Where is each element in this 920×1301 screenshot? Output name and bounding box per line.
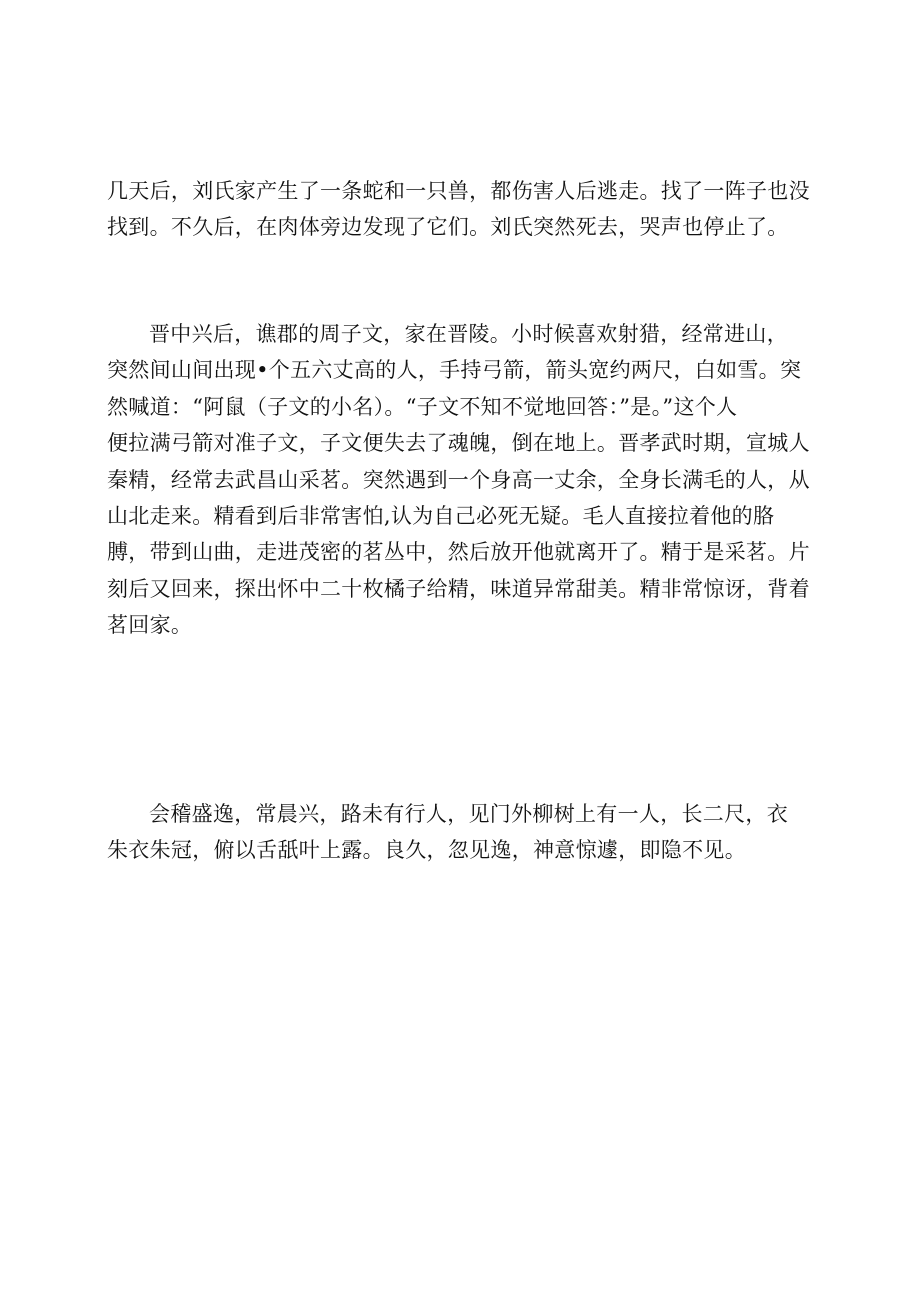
- paragraph-2: [107, 316, 822, 644]
- paragraph-line: 秦精，经常去武昌山采茗。突然遇到一个身高一丈余，全身长满毛的人，从: [107, 467, 810, 492]
- paragraph-line: 刻后又回来，探出怀中二十枚橘子给精，味道异常甜美。精非常惊讶，背着: [107, 576, 810, 601]
- paragraph-line: 然喊道：“阿鼠（子文的小名）。“子文不知不觉地回答：”是。”这个人: [107, 394, 738, 419]
- paragraph-line: 茗回家。: [107, 613, 193, 638]
- paragraph-1: [107, 173, 822, 246]
- paragraph-line: 膊，带到山曲，走进茂密的茗丛中，然后放开他就离开了。精于是采茗。片: [107, 540, 810, 565]
- paragraph-line: 会稽盛逸，常晨兴，路未有行人，见门外柳树上有一人，长二尺，衣: [149, 802, 788, 826]
- paragraph-line: 几天后，刘氏家产生了一条蛇和一只兽，都伤害人后逃走。找了一阵子也没: [107, 179, 810, 203]
- paragraph-3: [107, 796, 822, 869]
- paragraph-line: 山北走来。精看到后非常害怕,认为自己必死无疑。毛人直接拉着他的胳: [107, 503, 775, 528]
- paragraph-line: 晋中兴后，谯郡的周子文，家在晋陵。小时候喜欢射猎，经常进山，: [149, 322, 788, 346]
- paragraph-line: 突然间山间出现•个五六丈高的人，手持弓箭，箭头宽约两尺，白如雪。突: [107, 358, 802, 383]
- paragraph-line: 便拉满弓箭对准子文，子文便失去了魂魄，倒在地上。晋孝武时期，宣城人: [107, 431, 810, 456]
- paragraph-line: 朱衣朱冠，俯以舌舐叶上露。良久，忽见逸，神意惊遽，即隐不见。: [107, 838, 746, 863]
- paragraph-line: 找到。不久后，在肉体旁边发现了它们。刘氏突然死去，哭声也停止了。: [107, 215, 789, 240]
